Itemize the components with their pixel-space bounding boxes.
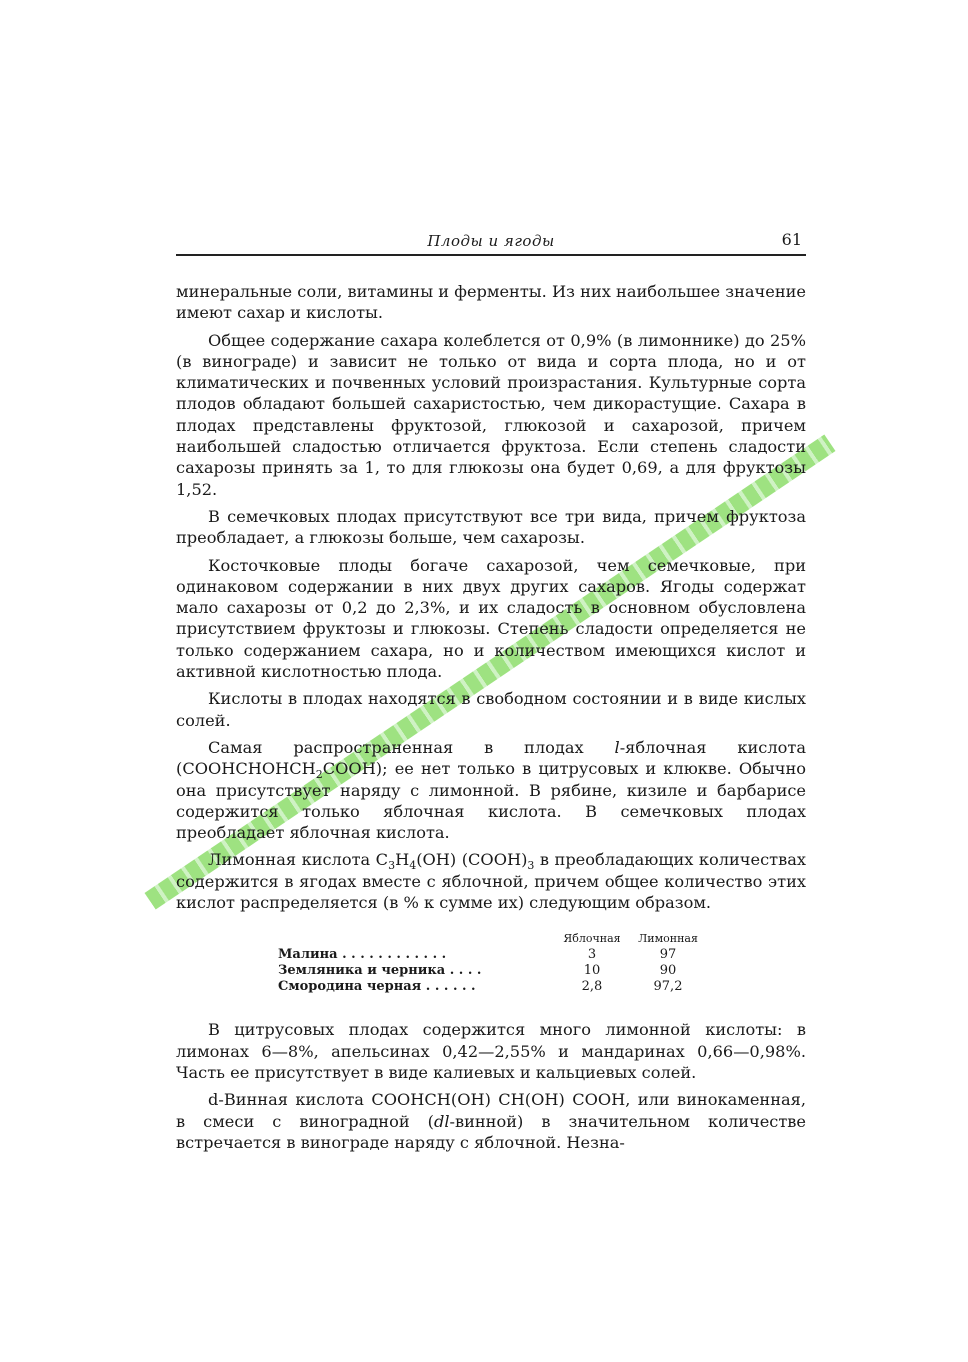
paragraph-citric-acid: Лимонная кислота $C_3H_4(OH)$ $(COOH)_3$ в преобладающих количествах содержится в ягодах вместе с яблочной, причем общее количество этих кислот распределяется (в % к сумме их) следующим образом.: [176, 850, 806, 913]
column-header-citric: Лимонная: [638, 932, 698, 946]
paragraph-tartaric-acid: d-Винная кислота COOHCH(OH) CH(OH) COOH, или винокаменная, в смеси с виноградной (dl-винной) в значительном количестве встречается в винограде наряду с яблочной. Незна-: [176, 1090, 806, 1152]
page-number: 61: [781, 230, 802, 249]
page-header: [176, 226, 806, 256]
table-row: Смородина черная . . . . . . 2,8 97,2: [278, 979, 683, 995]
paragraph-citrus: В цитрусовых плодах содержится много лимонной кислоты: в лимонах 6—8%, апельсинах 0,42—2,55% и мандаринах 0,66—0,98%. Часть ее присутствует в виде калиевых и кальциевых солей.: [176, 1020, 806, 1082]
body-text: [176, 281, 806, 1159]
table-row: Земляника и черника . . . . 10 90: [278, 963, 677, 979]
table-row: Малина . . . . . . . . . . . . 3 97: [278, 947, 677, 963]
paragraph: Кислоты в плодах находятся в свободном состоянии и в виде кислых солей.: [176, 689, 806, 730]
paragraph: В семечковых плодах присутствуют все три вида, причем фруктоза преобладает, а глюкозы больше, чем сахарозы.: [176, 506, 806, 548]
column-header-malic: Яблочная: [563, 932, 621, 946]
acid-distribution-table: [278, 931, 806, 995]
paragraph: Общее содержание сахара колеблется от 0,9% (в лимоннике) до 25% (в винограде) и зависит не только от вида и сорта плода, но и от климатических и почвенных условий произрастания. Культурные сорта плодов обладают большей сахаристостью, чем дикорастущие. Сахара в плодах представлены фруктозой, глюкозой и сахарозой, причем наибольшей сладостью отличается фруктоза. Если степень сладости сахарозы принять за 1, то для глюкозы она будет 0,69, а для фруктозы 1,52.: [176, 330, 806, 499]
paragraph-malic-acid: Самая распространенная в плодах l-яблочная кислота $(COOHCHOHCH_2COOH)$; ее нет только в цитрусовых и клюкве. Обычно она присутствует наряду с лимонной. В рябине, кизиле и барбарисе содержится только яблочная кислота. В семечковых плодах преобладает яблочная кислота.: [176, 737, 806, 843]
header-rule: [176, 254, 806, 256]
running-head: Плоды и ягоды: [427, 232, 555, 250]
paragraph: Косточковые плоды богаче сахарозой, чем семечковые, при одинаковом содержании в них двух других сахаров. Ягоды содержат мало сахарозы от 0,2 до 2,3%, и их сладость в основном обусловлена присутствием фруктозы и глюкозы. Степень сладости определяется не только содержанием сахара, но и количеством имеющихся кислот и активной кислотностью плода.: [176, 555, 806, 682]
paragraph: минеральные соли, витамины и ферменты. Из них наибольшее значение имеют сахар и кислоты.: [176, 282, 806, 323]
